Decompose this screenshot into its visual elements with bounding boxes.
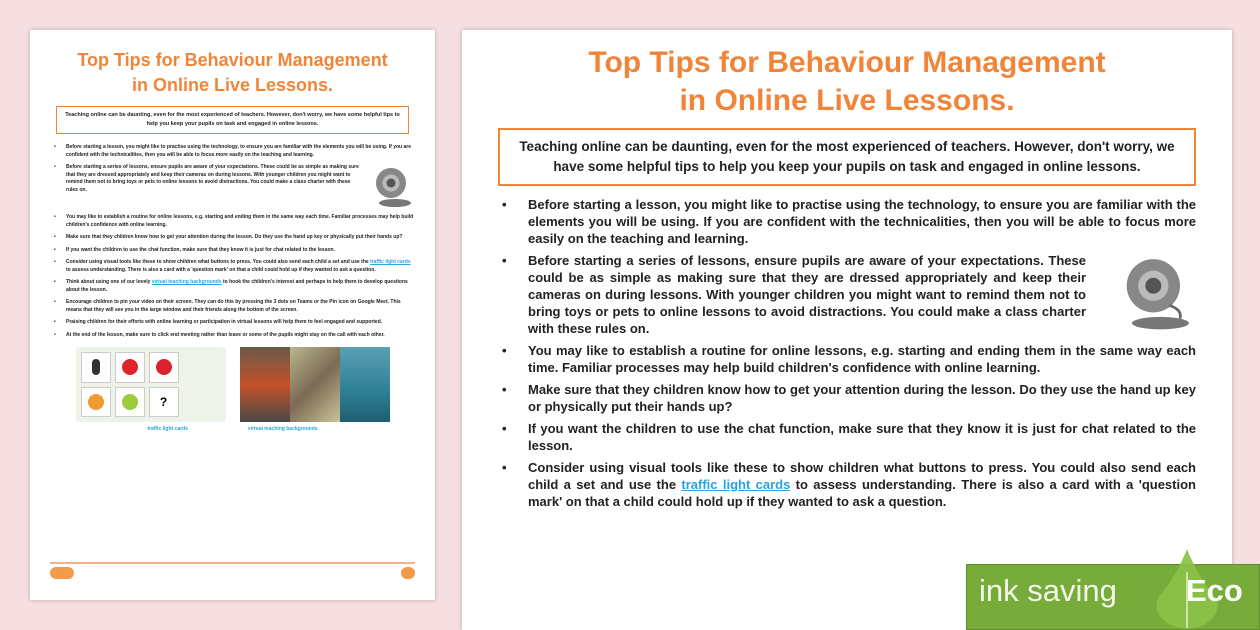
page-thumbnail — [30, 30, 435, 600]
tip-text: Before starting a series of lessons, ensure pupils are aware of your expectations. These could be as simple as making sure that they are dressed appropriately and keep their cameras on during lessons. With younger children you might want to remind them not to bring toys or pets to online lessons to avoid distractions. You could make a class charter with these rules on. — [528, 253, 1086, 336]
tip — [54, 164, 415, 209]
tip: • You may like to establish a routine for online lessons, e.g. starting and ending them in the same way each time. Familiar processes may help build children's confidence with online learning. — [502, 342, 1196, 376]
tip: • At the end of the lesson, make sure to click end meeting rather than leave or some of the pupils might stay on the call with each other. — [54, 332, 415, 340]
red-face-card — [149, 352, 179, 383]
title-line: in Online Live Lessons. — [679, 84, 1015, 117]
tip-text: to assess understanding. There is also a card with a 'question mark' on that a child could hold up if they wanted to ask a question. — [528, 477, 1196, 509]
red-card — [115, 352, 145, 383]
tip-text: to hook the children's interest and perhaps to help them to develop questions about the lesson. — [66, 279, 408, 293]
mute-card — [81, 352, 111, 383]
caption: virtual teaching backgrounds — [247, 426, 318, 432]
traffic-light-link[interactable]: traffic light cards — [681, 477, 791, 492]
tip: • Make sure that they children know how to get your attention during the lesson. Do they use the hand up key or physically put their hands up? — [502, 381, 1196, 415]
tip: • Before starting a lesson, you might like to practise using the technology, to ensure you are familiar with the elements you will be using. If you are confident with the technicalities, then you will be able to focus more easily on the teaching and learning. — [54, 144, 415, 159]
logo-icon — [401, 567, 415, 579]
virtual-backgrounds-image — [240, 347, 390, 422]
tip — [54, 259, 415, 274]
title-line: in Online Live Lessons. — [131, 75, 334, 95]
page-main — [462, 30, 1232, 630]
captions — [50, 426, 415, 432]
badge-text: ink saving — [979, 573, 1117, 608]
tip — [502, 252, 1196, 337]
tip-text: to assess understanding. There is also a card with a 'question mark' on that a child could hold up if they wanted to ask a question. — [66, 266, 376, 273]
green-face-card — [115, 387, 145, 418]
tip-text: Consider using visual tools like these to show children what buttons to press. You could also send each child a set and use the — [528, 460, 1196, 492]
tip: • If you want the children to use the chat function, make sure that they know it is just for chat related to the lesson. — [502, 420, 1196, 454]
tip: • Make sure that they children know how to get your attention during the lesson. Do they use the hand up key or physically put their hands up? — [54, 234, 415, 242]
tip: • Encourage children to pin your video on their screen. They can do this by pressing the 3 dots on Teams or the Pin icon on Google Meet. This means that they will see you in the large window and their friends along the bottom of the screen. — [54, 299, 415, 314]
thumbnail-title — [50, 48, 415, 98]
fire-background — [240, 347, 290, 422]
tip: • If you want the children to use the chat function, make sure that they know it is just for chat related to the lesson. — [54, 247, 415, 255]
backgrounds-link[interactable]: virtual teaching backgrounds — [151, 279, 222, 285]
title-line: Top Tips for Behaviour Management — [77, 50, 388, 70]
tips-list — [50, 144, 415, 339]
tip: • You may like to establish a routine for online lessons, e.g. starting and ending them in the same way each time. Familiar processes may help build children's confidence with online learning. — [54, 214, 415, 229]
tip — [54, 279, 415, 294]
tip: • Praising children for their efforts with online learning or participation in virtual lessons will help them to feel engaged and supported. — [54, 319, 415, 327]
intro-box: Teaching online can be daunting, even for the most experienced of teachers. However, don't worry, we have some helpful tips to help you keep your pupils on task and engaged in online lessons. — [498, 128, 1196, 186]
question-card: ? — [149, 387, 179, 418]
traffic-light-link[interactable]: traffic light cards — [370, 259, 411, 265]
page-title — [498, 44, 1196, 120]
tip-text: Think about using one of our lovely — [66, 279, 152, 285]
forest-background — [290, 347, 340, 422]
logo-icon — [50, 567, 74, 579]
orange-face-card — [81, 387, 111, 418]
title-line: Top Tips for Behaviour Management — [588, 46, 1106, 79]
caption: traffic light cards — [147, 426, 188, 432]
tip-text: Consider using visual tools like these to show children what buttons to press. You could also send each child a set and use the — [66, 259, 371, 265]
traffic-light-cards-image — [76, 347, 226, 422]
webcam-icon — [1116, 252, 1196, 332]
tip-text: Before starting a series of lessons, ensure pupils are aware of your expectations. These could be as simple as making sure that they are dressed appropriately and keep their cameras on during lessons. With younger children you might want to remind them not to bring toys or pets to online lessons to avoid distractions. You could make a class charter with these rules on. — [66, 164, 359, 193]
tips-list — [498, 196, 1196, 510]
webcam-icon — [370, 164, 415, 209]
badge-label: Eco — [1186, 573, 1243, 608]
wave-background — [340, 347, 390, 422]
tip — [502, 459, 1196, 510]
tip: • Before starting a lesson, you might like to practise using the technology, to ensure you are familiar with the elements you will be using. If you are confident with the technicalities, then you will be able to focus more easily on the teaching and learning. — [502, 196, 1196, 247]
intro-box: Teaching online can be daunting, even for the most experienced of teachers. However, don't worry, we have some helpful tips to help you keep your pupils on task and engaged in online lessons. — [56, 106, 409, 134]
illustrations — [50, 347, 415, 422]
page-footer — [50, 562, 415, 582]
